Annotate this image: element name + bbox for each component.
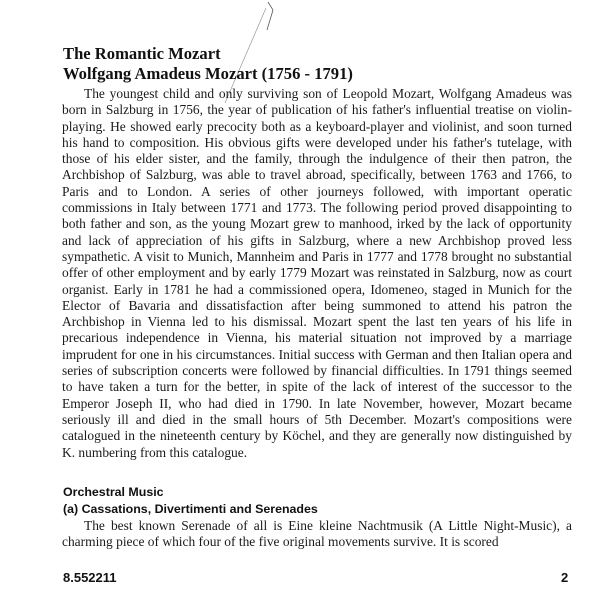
article-title: The Romantic Mozart — [63, 44, 221, 63]
section-paragraph: The best known Serenade of all is Eine kleine Nachtmusik (A Little Night-Music), a charming piece of which four of the five original movements survive. It is scored — [62, 518, 572, 550]
page-number: 2 — [561, 570, 569, 585]
section-heading: Orchestral Music — [63, 485, 164, 499]
article-subtitle: Wolfgang Amadeus Mozart (1756 - 1791) — [63, 64, 353, 83]
section-subheading: (a) Cassations, Divertimenti and Serenades — [63, 502, 318, 516]
biography-paragraph: The youngest child and only surviving son of Leopold Mozart, Wolfgang Amadeus was born in Salzburg in 1756, the year of publication of his father's influential treatise on violin-playing. He showed early precocity both as a keyboard-player and violinist, and soon turned his hand to composition. His obvious gifts were developed under his father's tutelage, with those of his elder sister, and the family, through the indulgence of their then patron, the Archbishop of Salzburg, was able to travel abroad, specifically, between 1763 and 1766, to Paris and to London. A series of other journeys followed, with important operatic commissions in Italy between 1771 and 1773. The following period proved disappointing to both father and son, as the young Mozart grew to manhood, irked by the lack of opportunity and lack of appreciation of his gifts in Salzburg, where a new Archbishop proved less sympathetic. A visit to Munich, Mannheim and Paris in 1777 and 1778 brought no substantial offer of other employment and by early 1779 Mozart was reinstated in Salzburg, now as court organist. Early in 1781 he had a commissioned opera, Idomeneo, staged in Munich for the Elector of Bavaria and dissatisfaction after being summoned to attend his patron the Archbishop in Vienna led to his dismissal. Mozart spent the last ten years of his life in precarious independence in Vienna, his material situation not improved by a marriage imprudent for one in his circumstances. Initial success with German and then Italian opera and series of subscription concerts were followed by financial difficulties. In 1791 things seemed to have taken a turn for the better, in spite of the lack of interest of the successor to the Emperor Joseph II, who had died in 1790. In late November, however, Mozart became seriously ill and died in the small hours of 5th December. Mozart's compositions were catalogued in the nineteenth century by Köchel, and they are generally now distinguished by K. numbering from this catalogue. — [62, 86, 572, 460]
catalogue-number: 8.552211 — [63, 570, 117, 585]
